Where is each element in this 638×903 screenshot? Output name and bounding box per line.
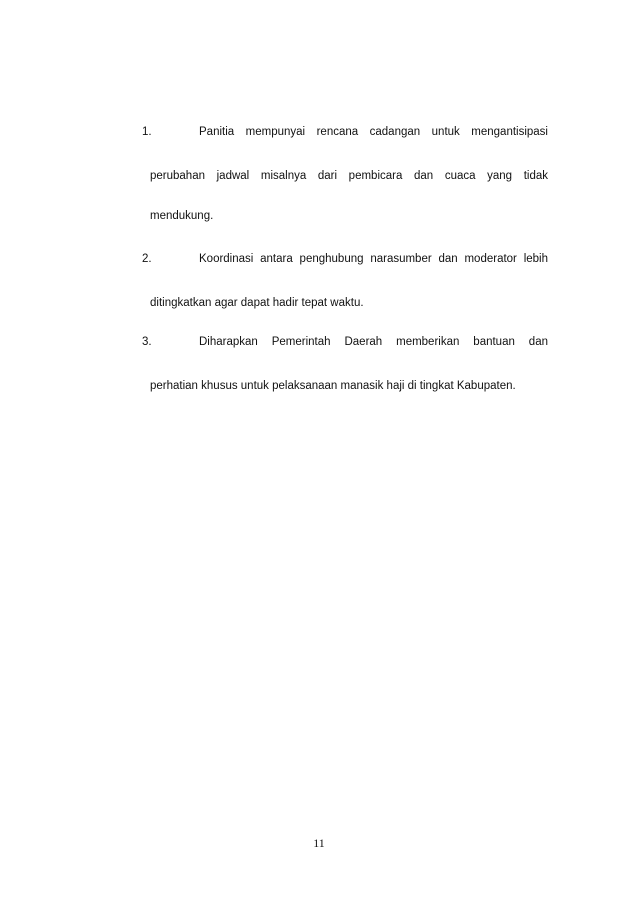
- list-item-line: Koordinasi antara penghubung narasumber dan moderator lebih: [199, 253, 548, 265]
- list-item-line: Diharapkan Pemerintah Daerah memberikan bantuan dan: [199, 336, 548, 348]
- list-item-line: ditingkatkan agar dapat hadir tepat waktu.: [150, 297, 364, 309]
- list-item-number: 2.: [142, 253, 152, 265]
- list-item-line: perhatian khusus untuk pelaksanaan manasik haji di tingkat Kabupaten.: [150, 380, 516, 392]
- list-item-number: 3.: [142, 336, 152, 348]
- page-number: 11: [313, 836, 325, 850]
- list-item-line: mendukung.: [150, 210, 214, 222]
- list-item-number: 1.: [142, 126, 152, 138]
- list-item-line: perubahan jadwal misalnya dari pembicara dan cuaca yang tidak: [150, 170, 548, 182]
- list-item-line: Panitia mempunyai rencana cadangan untuk mengantisipasi: [199, 126, 548, 138]
